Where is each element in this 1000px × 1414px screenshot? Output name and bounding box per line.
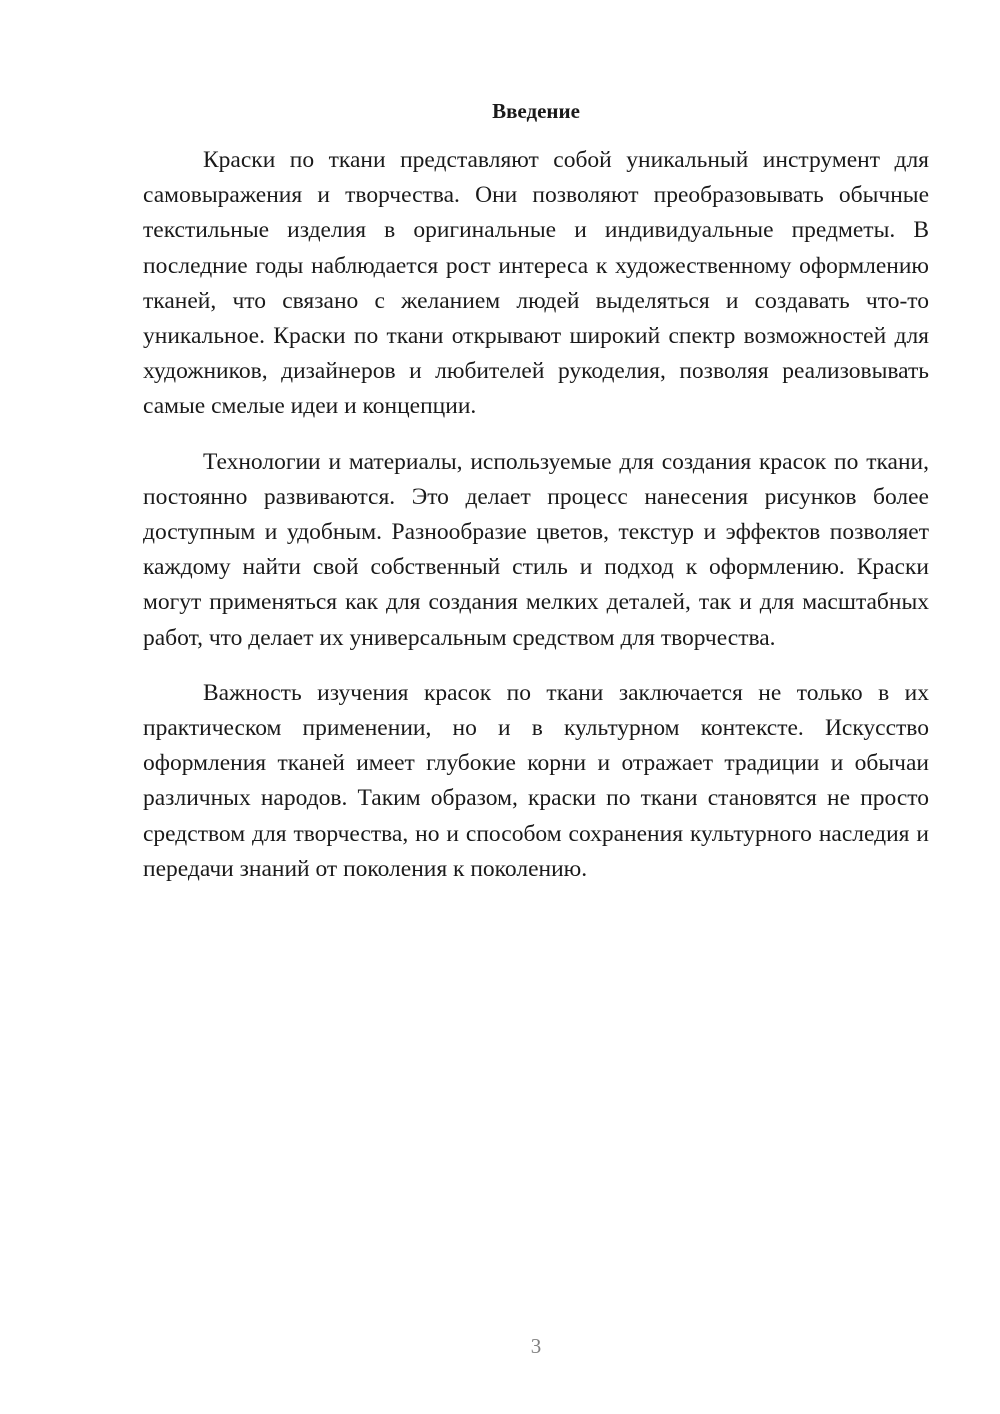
paragraph-3: Важность изучения красок по ткани заключается не только в их практическом применении, но и в культурном контексте. Искусство оформления тканей имеет глубокие корни и отражает традиции и обычаи различных народов. Таким образом, краски по ткани становятся не просто средством для творчества, но и способом сохранения культурного наследия и передачи знаний от поколения к поколению. [143,679,929,882]
document-body [143,143,929,907]
paragraph-1: Краски по ткани представляют собой уникальный инструмент для самовыражения и творчества. Они позволяют преобразовывать обычные текстильные изделия в оригинальные и индивидуальные предметы. В последние годы наблюдается рост интереса к художественному оформлению тканей, что связано с желанием людей выделяться и создавать что-то уникальное. Краски по ткани открывают широкий спектр возможностей для художников, дизайнеров и любителей рукоделия, позволяя реализовывать самые смелые идеи и концепции. [143,147,929,420]
section-title: Введение [492,99,580,123]
page-number: 3 [530,1334,542,1358]
paragraph-2: Технологии и материалы, используемые для создания красок по ткани, постоянно развиваются. Это делает процесс нанесения рисунков более доступным и удобным. Разнообразие цветов, текстур и эффектов позволяет каждому найти свой собственный стиль и подход к оформлению. Краски могут применяться как для создания мелких деталей, так и для масштабных работ, что делает их универсальным средством для творчества. [143,448,929,651]
